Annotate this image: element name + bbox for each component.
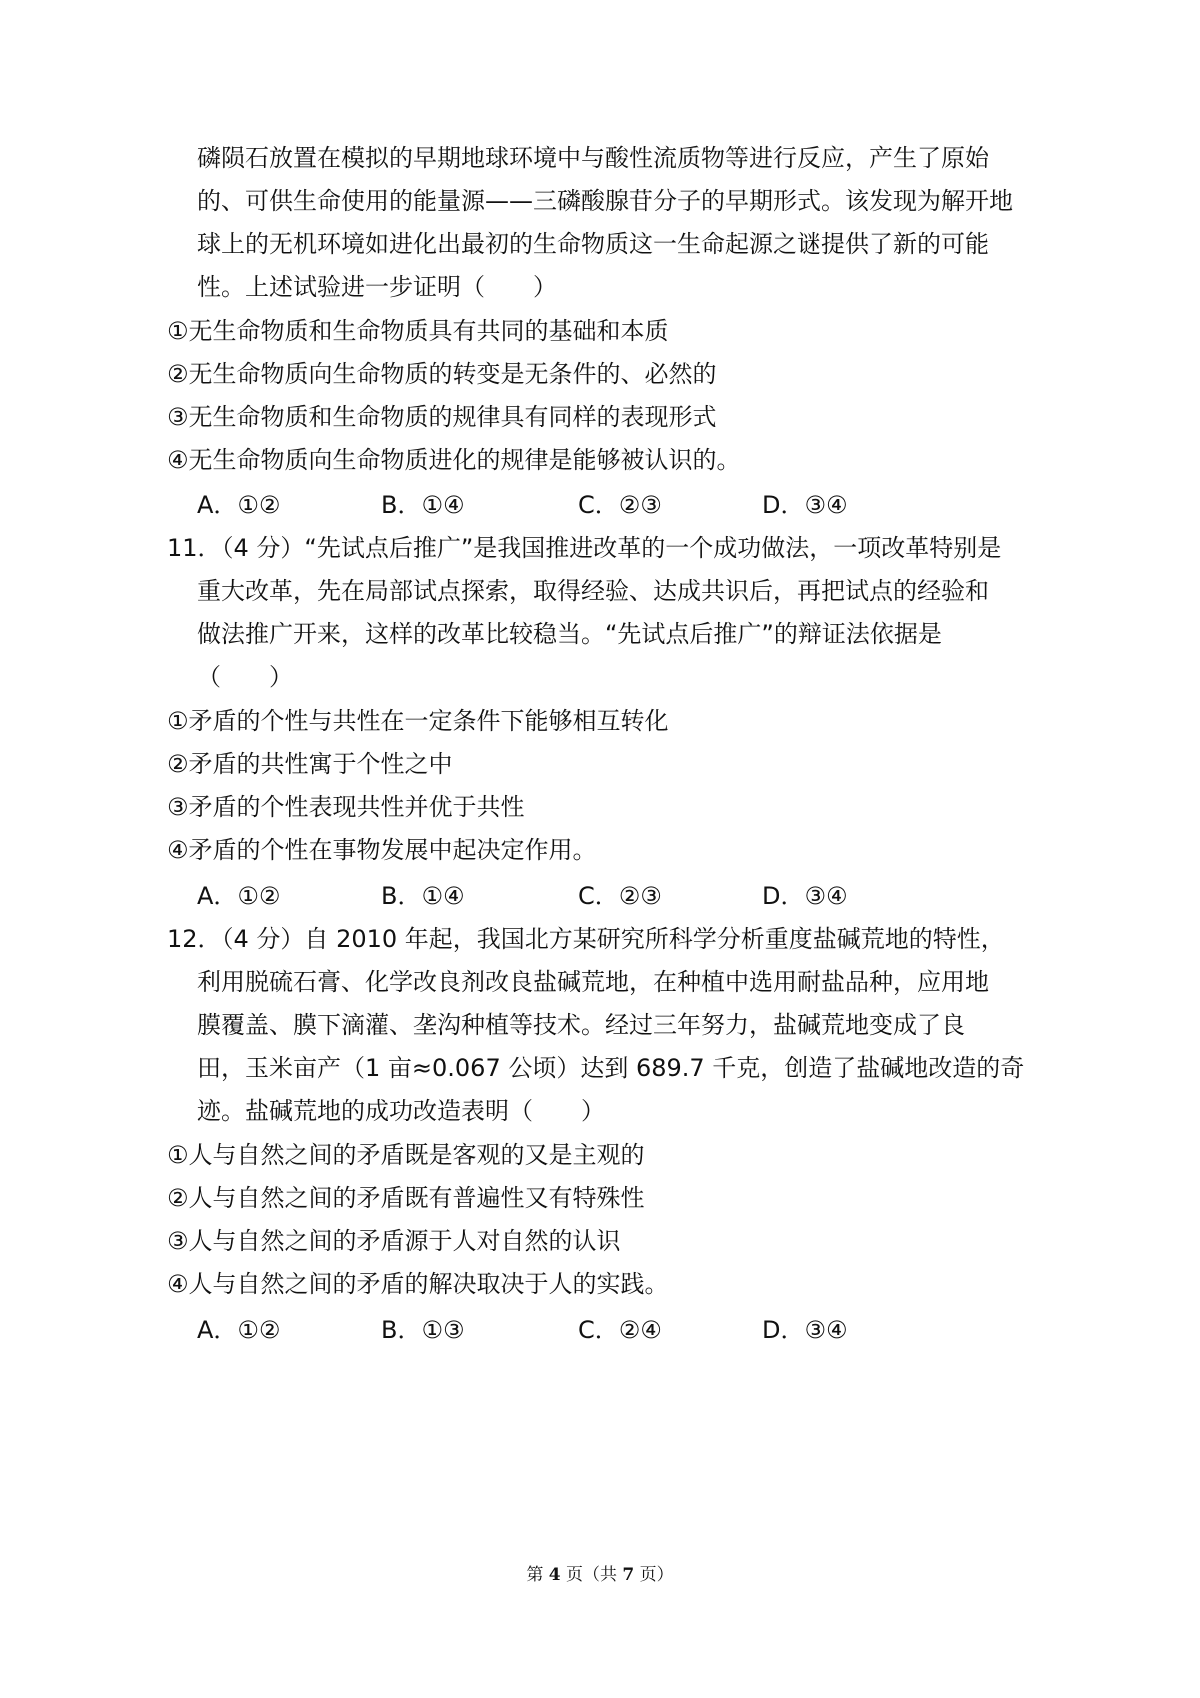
question-10-stem-line: 球上的无机环境如进化出最初的生命物质这一生命起源之谜提供了新的可能 bbox=[197, 230, 989, 258]
question-12-option-c: C．②④ bbox=[578, 1316, 662, 1344]
question-12-item-1: ①人与自然之间的矛盾既是客观的又是主观的 bbox=[167, 1141, 645, 1169]
current-page-number: 4 bbox=[548, 1565, 561, 1585]
footer-middle: 页（共 bbox=[566, 1565, 617, 1585]
question-12-stem-line: 田，玉米亩产（1 亩≈0.067 公顷）达到 689.7 千克，创造了盐碱地改造的奇 bbox=[197, 1054, 1025, 1082]
question-12-stem-line: 膜覆盖、膜下滴灌、垄沟种植等技术。经过三年努力，盐碱荒地变成了良 bbox=[197, 1011, 965, 1039]
question-11-item-4: ④矛盾的个性在事物发展中起决定作用。 bbox=[167, 836, 597, 864]
question-11-option-b: B．①④ bbox=[381, 882, 465, 910]
question-12-option-a: A．①② bbox=[197, 1316, 281, 1344]
question-11-stem-line: 重大改革，先在局部试点探索，取得经验、达成共识后，再把试点的经验和 bbox=[197, 577, 989, 605]
question-11-stem-line: 做法推广开来，这样的改革比较稳当。“先试点后推广”的辩证法依据是 bbox=[197, 620, 942, 648]
footer-suffix: 页） bbox=[639, 1565, 674, 1585]
total-page-number: 7 bbox=[622, 1565, 635, 1585]
question-12-stem-line: 利用脱硫石膏、化学改良剂改良盐碱荒地，在种植中选用耐盐品种，应用地 bbox=[197, 968, 989, 996]
question-12-option-b: B．①③ bbox=[381, 1316, 465, 1344]
question-10-option-b: B．①④ bbox=[381, 491, 465, 519]
question-12-item-3: ③人与自然之间的矛盾源于人对自然的认识 bbox=[167, 1227, 621, 1255]
question-11-item-2: ②矛盾的共性寓于个性之中 bbox=[167, 750, 453, 778]
question-10-item-2: ②无生命物质向生命物质的转变是无条件的、必然的 bbox=[167, 360, 717, 388]
question-10-stem-line: 的、可供生命使用的能量源——三磷酸腺苷分子的早期形式。该发现为解开地 bbox=[197, 187, 1013, 215]
question-12-stem-line: 12．（4 分）自 2010 年起，我国北方某研究所科学分析重度盐碱荒地的特性， bbox=[167, 925, 1005, 953]
question-11-item-1: ①矛盾的个性与共性在一定条件下能够相互转化 bbox=[167, 707, 669, 735]
question-12-option-d: D．③④ bbox=[762, 1316, 848, 1344]
question-11-option-a: A．①② bbox=[197, 882, 281, 910]
question-10-option-c: C．②③ bbox=[578, 491, 662, 519]
question-11-item-3: ③矛盾的个性表现共性并优于共性 bbox=[167, 793, 525, 821]
question-11-stem-line: 11．（4 分）“先试点后推广”是我国推进改革的一个成功做法，一项改革特别是 bbox=[167, 534, 1002, 562]
question-10-option-a: A．①② bbox=[197, 491, 281, 519]
footer-prefix: 第 bbox=[526, 1565, 544, 1585]
question-12-stem-line: 迹。盐碱荒地的成功改造表明（ ） bbox=[197, 1097, 605, 1125]
question-12-item-4: ④人与自然之间的矛盾的解决取决于人的实践。 bbox=[167, 1270, 669, 1298]
page-footer bbox=[0, 1564, 1200, 1586]
question-11-option-d: D．③④ bbox=[762, 882, 848, 910]
question-10-stem-line: 磷陨石放置在模拟的早期地球环境中与酸性流质物等进行反应，产生了原始 bbox=[197, 144, 989, 172]
question-10-item-4: ④无生命物质向生命物质进化的规律是能够被认识的。 bbox=[167, 446, 741, 474]
question-11-stem-line: （ ） bbox=[197, 663, 293, 691]
question-10-item-3: ③无生命物质和生命物质的规律具有同样的表现形式 bbox=[167, 403, 717, 431]
question-10-option-d: D．③④ bbox=[762, 491, 848, 519]
question-10-item-1: ①无生命物质和生命物质具有共同的基础和本质 bbox=[167, 317, 669, 345]
question-10-stem-line: 性。上述试验进一步证明（ ） bbox=[197, 273, 557, 301]
question-12-item-2: ②人与自然之间的矛盾既有普遍性又有特殊性 bbox=[167, 1184, 645, 1212]
question-11-option-c: C．②③ bbox=[578, 882, 662, 910]
